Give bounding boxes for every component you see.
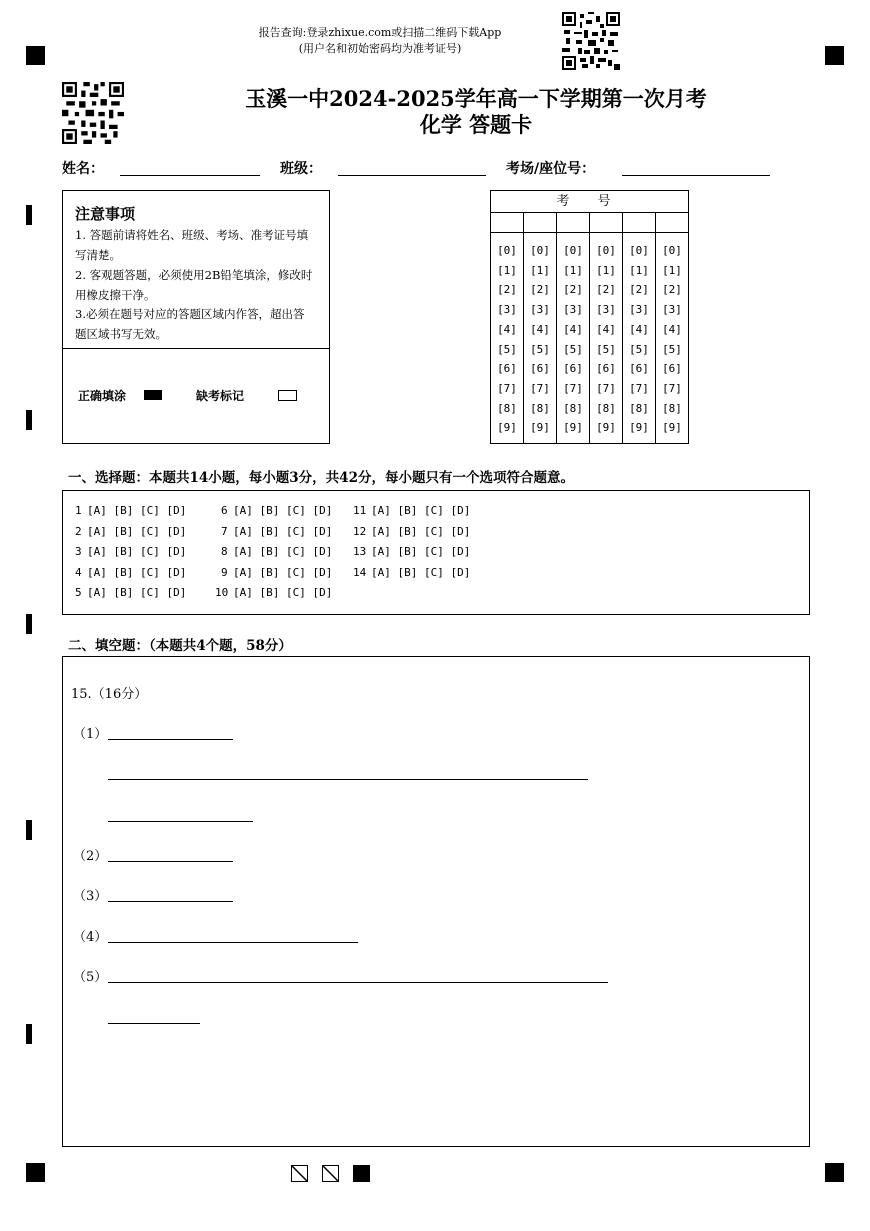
exam-digit-bubble[interactable]: [1] <box>662 263 682 277</box>
name-field[interactable] <box>120 175 260 176</box>
exam-digit-bubble[interactable]: [6] <box>530 362 550 376</box>
exam-digit-bubble[interactable]: [0] <box>596 244 616 257</box>
choice-options[interactable]: [A] [B] [C] [D] <box>371 524 471 538</box>
timing-mark <box>26 410 32 430</box>
exam-digit-bubble[interactable]: [2] <box>596 283 616 297</box>
exam-digit-bubble[interactable]: [8] <box>629 401 649 415</box>
exam-digit-bubble[interactable]: [6] <box>596 362 616 376</box>
choice-options[interactable]: [A] [B] [C] [D] <box>87 524 187 538</box>
choice-options[interactable]: [A] [B] [C] [D] <box>233 545 333 558</box>
part-2-answer-line[interactable] <box>108 861 233 862</box>
timing-mark <box>26 820 32 840</box>
exam-digit-bubble[interactable]: [1] <box>563 263 583 277</box>
choice-options[interactable]: [A] [B] [C] [D] <box>233 565 333 579</box>
notice-rule-1: 1. 答题前请将姓名、班级、考场、准考证号填写清楚。 <box>75 228 309 262</box>
seat-label: 考场/座位号： <box>506 161 596 177</box>
exam-digit-bubble[interactable]: [3] <box>596 303 616 317</box>
exam-digit-bubble[interactable]: [2] <box>629 283 649 297</box>
report-note-line1: 报告查询:登录zhixue.com或扫描二维码下载App <box>258 26 502 39</box>
exam-digit-bubble[interactable]: [3] <box>629 303 649 317</box>
qr-code-icon <box>562 12 620 70</box>
exam-digit-bubble[interactable]: [7] <box>563 381 583 395</box>
part-5-answer-line-2[interactable] <box>108 1023 200 1024</box>
choice-question-number: 5 <box>75 586 82 599</box>
registration-mark-bottom-left <box>26 1163 45 1182</box>
absent-mark-checkbox[interactable] <box>278 390 297 401</box>
choice-options[interactable]: [A] [B] [C] [D] <box>233 586 333 599</box>
exam-digit-bubble[interactable]: [0] <box>629 244 649 257</box>
registration-mark-top-right <box>825 46 844 65</box>
exam-digit-bubble[interactable]: [0] <box>530 244 550 257</box>
exam-digit-bubble[interactable]: [4] <box>563 322 583 336</box>
choice-question-number: 12 <box>353 524 367 538</box>
exam-digit-bubble[interactable]: [8] <box>497 401 517 415</box>
part-1-answer-line-3[interactable] <box>108 821 253 822</box>
section2-title: 二、填空题：（本题共4个题，58分） <box>68 638 292 654</box>
exam-digit-bubble[interactable]: [7] <box>596 381 616 395</box>
exam-digit-bubble[interactable]: [5] <box>497 342 517 356</box>
exam-digit-bubble[interactable]: [8] <box>662 401 682 415</box>
exam-digit-bubble[interactable]: [7] <box>530 381 550 395</box>
exam-digit-bubble[interactable]: [9] <box>497 421 517 435</box>
exam-number-column <box>623 212 656 443</box>
part-4-answer-line[interactable] <box>108 942 358 943</box>
exam-digit-bubble[interactable]: [6] <box>563 362 583 376</box>
part-1-answer-line[interactable] <box>108 739 233 740</box>
exam-number-header: 考 号 <box>491 191 688 213</box>
choice-options[interactable]: [A] [B] [C] [D] <box>371 504 471 517</box>
exam-digit-bubble[interactable]: [5] <box>596 342 616 356</box>
exam-digit-bubble[interactable]: [9] <box>596 421 616 435</box>
timing-mark <box>26 614 32 634</box>
page-subtitle: 化学 答题卡 <box>419 112 533 137</box>
notice-rule-3: 3.必须在题号对应的答题区域内作答，超出答题区域书写无效。 <box>75 307 305 341</box>
notice-heading: 注意事项 <box>75 205 136 223</box>
notice-box <box>62 190 330 444</box>
exam-digit-bubble[interactable]: [6] <box>497 362 517 376</box>
choice-question-number: 10 <box>215 586 229 599</box>
part-5-answer-line[interactable] <box>108 982 608 983</box>
exam-number-write-box[interactable] <box>557 212 589 233</box>
timing-mark <box>26 205 32 225</box>
choice-options[interactable]: [A] [B] [C] [D] <box>87 586 187 599</box>
part-4-label: （4） <box>73 930 108 945</box>
notice-rule-2: 2. 客观题答题，必须使用2B铅笔填涂，修改时用橡皮擦干净。 <box>75 268 313 302</box>
exam-number-column <box>557 212 590 443</box>
choice-options[interactable]: [A] [B] [C] [D] <box>233 504 333 517</box>
report-note-line2: (用户名和初始密码均为准考证号) <box>298 42 462 55</box>
exam-number-grid <box>490 190 689 444</box>
choice-question-number: 13 <box>353 545 367 558</box>
exam-digit-bubble[interactable]: [3] <box>530 303 550 317</box>
name-label: 姓名： <box>62 161 104 177</box>
part-3-answer-line[interactable] <box>108 901 233 902</box>
exam-number-write-box[interactable] <box>656 212 688 233</box>
exam-number-write-box[interactable] <box>524 212 556 233</box>
choice-options[interactable]: [A] [B] [C] [D] <box>87 545 187 558</box>
exam-digit-bubble[interactable]: [2] <box>662 283 682 297</box>
exam-digit-bubble[interactable]: [1] <box>629 263 649 277</box>
section1-title: 一、选择题：本题共14小题，每小题3分，共42分，每小题只有一个选项符合题意。 <box>68 470 574 486</box>
choice-options[interactable]: [A] [B] [C] [D] <box>371 565 471 579</box>
exam-number-write-box[interactable] <box>623 212 655 233</box>
student-info-row <box>62 156 782 180</box>
part-2-label: （2） <box>73 849 108 864</box>
timing-mark <box>26 1024 32 1044</box>
exam-digit-bubble[interactable]: [8] <box>596 401 616 415</box>
fill-answer-area <box>62 656 810 1147</box>
correct-fill-sample <box>144 390 162 400</box>
choice-options[interactable]: [A] [B] [C] [D] <box>87 504 187 517</box>
exam-number-column <box>524 212 557 443</box>
exam-digit-bubble[interactable]: [4] <box>497 322 517 336</box>
exam-digit-bubble[interactable]: [0] <box>497 244 517 257</box>
exam-digit-bubble[interactable]: [2] <box>530 283 550 297</box>
page-marker-slash-box <box>291 1165 308 1182</box>
exam-digit-bubble[interactable]: [4] <box>596 322 616 336</box>
correct-fill-label: 正确填涂 <box>78 389 127 403</box>
choice-question-number: 14 <box>353 565 367 579</box>
exam-digit-bubble[interactable]: [8] <box>530 401 550 415</box>
exam-digit-bubble[interactable]: [0] <box>662 244 682 257</box>
exam-digit-bubble[interactable]: [3] <box>563 303 583 317</box>
q15-label: 15.（16分） <box>71 687 148 702</box>
class-label: 班级： <box>280 161 322 177</box>
page-marker-filled-box <box>353 1165 370 1182</box>
class-field[interactable] <box>338 175 486 176</box>
exam-number-column <box>656 212 688 443</box>
choice-answer-area <box>62 490 810 615</box>
choice-question-number: 6 <box>221 504 228 517</box>
exam-digit-bubble[interactable]: [4] <box>662 322 682 336</box>
exam-digit-bubble[interactable]: [7] <box>662 381 682 395</box>
exam-digit-bubble[interactable]: [5] <box>629 342 649 356</box>
exam-digit-bubble[interactable]: [9] <box>563 421 583 435</box>
choice-question-number: 8 <box>221 545 228 558</box>
exam-digit-bubble[interactable]: [4] <box>530 322 550 336</box>
part-1-label: （1） <box>73 727 108 742</box>
choice-question-number: 4 <box>75 565 82 579</box>
exam-digit-bubble[interactable]: [5] <box>563 342 583 356</box>
choice-question-number: 7 <box>221 524 228 538</box>
choice-question-number: 2 <box>75 524 82 538</box>
exam-digit-bubble[interactable]: [6] <box>629 362 649 376</box>
choice-question-number: 3 <box>75 545 82 558</box>
exam-digit-bubble[interactable]: [5] <box>662 342 682 356</box>
exam-digit-bubble[interactable]: [9] <box>629 421 649 435</box>
exam-digit-bubble[interactable]: [8] <box>563 401 583 415</box>
part-5-label: （5） <box>73 970 108 985</box>
exam-digit-bubble[interactable]: [3] <box>497 303 517 317</box>
choice-question-number: 1 <box>75 504 82 517</box>
exam-digit-bubble[interactable]: [6] <box>662 362 682 376</box>
exam-digit-bubble[interactable]: [1] <box>530 263 550 277</box>
exam-digit-bubble[interactable]: [4] <box>629 322 649 336</box>
exam-digit-bubble[interactable]: [1] <box>497 263 517 277</box>
registration-mark-bottom-right <box>825 1163 844 1182</box>
exam-digit-bubble[interactable]: [7] <box>629 381 649 395</box>
choice-options[interactable]: [A] [B] [C] [D] <box>87 565 187 579</box>
absent-mark-label: 缺考标记 <box>196 389 245 403</box>
choice-question-number: 11 <box>353 504 367 517</box>
exam-number-column <box>491 212 524 443</box>
choice-options[interactable]: [A] [B] [C] [D] <box>371 545 471 558</box>
page-marker-slash-box <box>322 1165 339 1182</box>
exam-digit-bubble[interactable]: [9] <box>530 421 550 435</box>
part-3-label: （3） <box>73 889 108 904</box>
choice-question-number: 9 <box>221 565 228 579</box>
exam-digit-bubble[interactable]: [0] <box>563 244 583 257</box>
exam-number-write-box[interactable] <box>590 212 622 233</box>
exam-digit-bubble[interactable]: [2] <box>563 283 583 297</box>
exam-digit-bubble[interactable]: [9] <box>662 421 682 435</box>
exam-number-write-box[interactable] <box>491 212 523 233</box>
exam-digit-bubble[interactable]: [2] <box>497 283 517 297</box>
seat-field[interactable] <box>622 175 770 176</box>
exam-number-column <box>590 212 623 443</box>
exam-digit-bubble[interactable]: [5] <box>530 342 550 356</box>
part-1-answer-line-2[interactable] <box>108 779 588 780</box>
page-title: 玉溪一中2024-2025学年高一下学期第一次月考 <box>245 86 707 111</box>
exam-digit-bubble[interactable]: [7] <box>497 381 517 395</box>
divider <box>63 348 329 349</box>
exam-digit-bubble[interactable]: [1] <box>596 263 616 277</box>
exam-digit-bubble[interactable]: [3] <box>662 303 682 317</box>
choice-options[interactable]: [A] [B] [C] [D] <box>233 524 333 538</box>
